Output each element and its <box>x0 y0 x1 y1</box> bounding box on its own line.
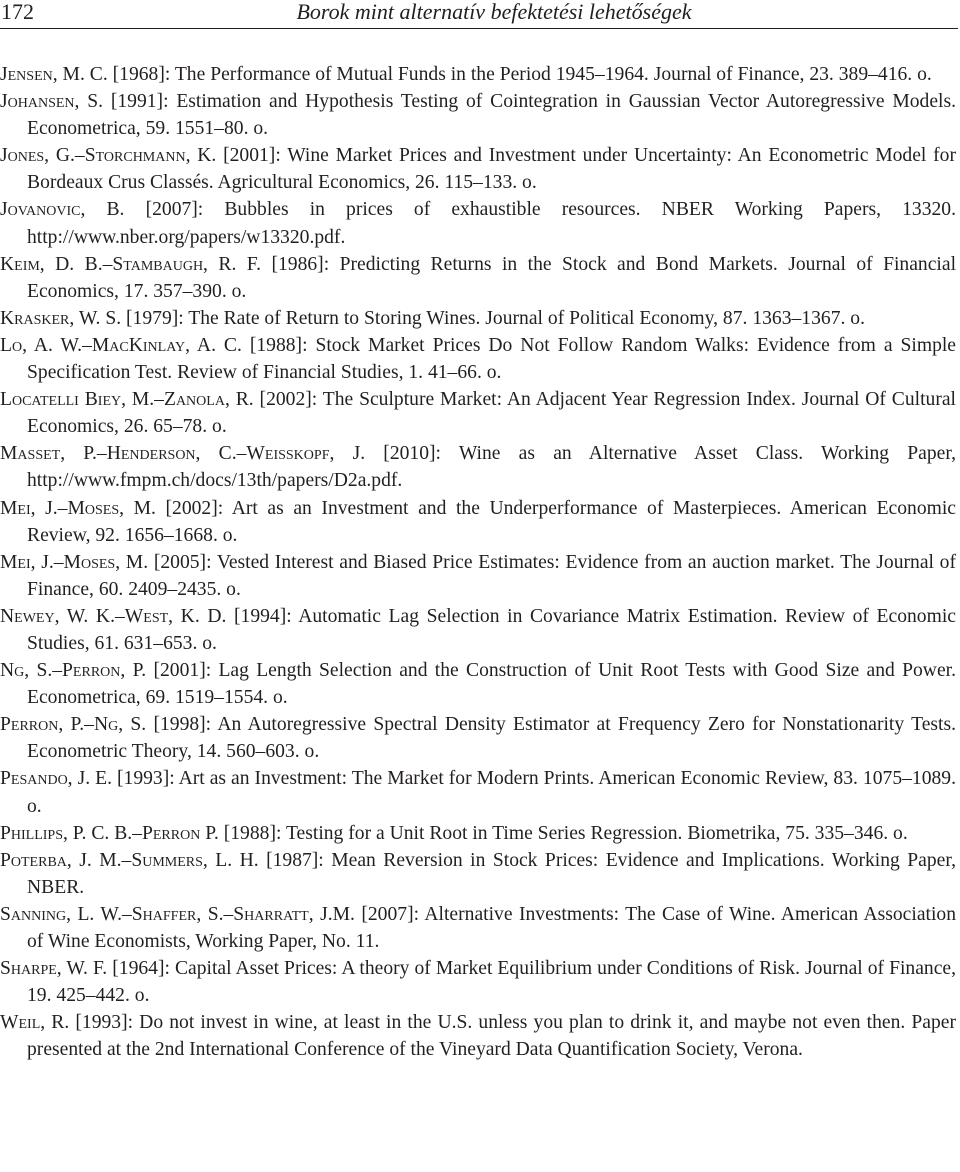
header-rule <box>0 28 958 29</box>
reference-authors: Jensen, M. C. <box>0 64 108 85</box>
running-title: Borok mint alternatív befektetési lehetőségek <box>296 0 692 24</box>
reference-list <box>0 61 956 1063</box>
reference-item <box>0 1009 956 1063</box>
reference-authors: Sanning, L. W.–Shaffer, S.–Sharratt, J.M. <box>0 903 355 925</box>
page-header <box>0 0 958 28</box>
reference-authors: Weil, R. <box>0 1012 70 1034</box>
reference-authors: Mei, J.–Moses, M. <box>0 551 149 573</box>
reference-item <box>0 305 956 332</box>
reference-details: [2007]: Alternative Investments: The Case of Wine. American Association of Wine Economists, Working Paper, No. 11. <box>27 903 956 952</box>
reference-details: [1987]: Mean Reversion in Stock Prices: Evidence and Implications. Working Paper, NBER. <box>27 849 956 898</box>
reference-authors: Jovanovic, B. <box>0 199 125 221</box>
reference-authors: Perron, P.–Ng, S. <box>0 714 147 736</box>
reference-details: [1991]: Estimation and Hypothesis Testing of Cointegration in Gaussian Vector Autoregressive Models. Econometrica, 59. 1551–80. o. <box>27 91 957 140</box>
reference-item <box>0 495 956 549</box>
reference-item <box>0 251 956 305</box>
reference-item <box>0 88 956 142</box>
reference-details: [1988]: Testing for a Unit Root in Time Series Regression. Biometrika, 75. 335–346. o. <box>218 822 908 844</box>
reference-authors: Lo, A. W.–MacKinlay, A. C. <box>0 334 242 356</box>
reference-details: [2007]: Bubbles in prices of exhaustible resources. NBER Working Papers, 13320. http://www.nber.org/papers/w13320.pdf. <box>27 199 956 248</box>
page-number: 172 <box>1 0 34 24</box>
reference-authors: Phillips, P. C. B.–Perron P. <box>0 822 219 844</box>
reference-authors: Locatelli Biey, M.–Zanola, R. <box>0 389 254 411</box>
reference-item <box>0 820 956 847</box>
reference-details: [1968]: The Performance of Mutual Funds in the Period 1945–1964. Journal of Finance, 23. 389–416. o. <box>107 64 932 85</box>
reference-details: [1998]: An Autoregressive Spectral Density Estimator at Frequency Zero for Nonstationarity Tests. Econometric Theory, 14. 560–603. o. <box>27 714 956 763</box>
reference-item <box>0 603 956 657</box>
reference-item <box>0 955 956 1009</box>
reference-details: [2001]: Lag Length Selection and the Construction of Unit Root Tests with Good Size and Power. Econometrica, 69. 1519–1554. o. <box>27 660 956 709</box>
reference-details: [2010]: Wine as an Alternative Asset Class. Working Paper, http://www.fmpm.ch/docs/13th/papers/D2a.pdf. <box>27 443 956 492</box>
reference-details: [1993]: Do not invest in wine, at least in the U.S. unless you plan to drink it, and maybe not even then. Paper presented at the 2nd International Conference of the Vineyard Data Quantification Society, Verona. <box>27 1012 956 1061</box>
reference-authors: Krasker, W. S. <box>0 307 122 329</box>
reference-authors: Johansen, S. <box>0 91 104 113</box>
reference-item <box>0 196 956 250</box>
reference-item <box>0 61 956 88</box>
reference-item <box>0 657 956 711</box>
reference-item <box>0 142 956 196</box>
reference-details: [1994]: Automatic Lag Selection in Covariance Matrix Estimation. Review of Economic Studies, 61. 631–653. o. <box>27 605 956 654</box>
reference-details: [1986]: Predicting Returns in the Stock and Bond Markets. Journal of Financial Economics, 17. 357–390. o. <box>27 253 957 302</box>
reference-details: [2002]: Art as an Investment and the Underperformance of Masterpieces. American Economic Review, 92. 1656–1668. o. <box>27 497 957 546</box>
reference-details: [1964]: Capital Asset Prices: A theory of Market Equilibrium under Conditions of Risk. Journal of Finance, 19. 425–442. o. <box>27 958 956 1007</box>
reference-details: [1988]: Stock Market Prices Do Not Follow Random Walks: Evidence from a Simple Specification Test. Review of Financial Studies, 1. 41–66. o. <box>27 334 957 384</box>
reference-details: [1993]: Art as an Investment: The Market for Modern Prints. American Economic Review, 83. 1075–1089. o. <box>27 768 956 817</box>
reference-authors: Ng, S.–Perron, P. <box>0 660 147 682</box>
reference-authors: Mei, J.–Moses, M. <box>0 497 156 519</box>
reference-authors: Pesando, J. E. <box>0 768 112 790</box>
reference-authors: Masset, P.–Henderson, C.–Weisskopf, J. <box>0 443 366 465</box>
reference-details: [2005]: Vested Interest and Biased Price Estimates: Evidence from an auction market. The Journal of Finance, 60. 2409–2435. o. <box>27 551 957 600</box>
reference-authors: Newey, W. K.–West, K. D. <box>0 605 227 627</box>
reference-details: [2001]: Wine Market Prices and Investment under Uncertainty: An Econometric Model for Bordeaux Crus Classés. Agricultural Economics, 26. 115–133. o. <box>27 145 956 194</box>
reference-item <box>0 440 956 494</box>
reference-item <box>0 765 956 819</box>
reference-authors: Poterba, J. M.–Summers, L. H. <box>0 849 259 871</box>
reference-authors: Jones, G.–Storchmann, K. <box>0 145 217 167</box>
reference-details: [2002]: The Sculpture Market: An Adjacent Year Regression Index. Journal Of Cultural Economics, 26. 65–78. o. <box>27 389 957 438</box>
reference-item <box>0 332 956 386</box>
reference-item <box>0 901 956 955</box>
reference-item <box>0 847 956 901</box>
reference-details: [1979]: The Rate of Return to Storing Wines. Journal of Political Economy, 87. 1363–1367. o. <box>121 307 865 329</box>
reference-item <box>0 711 956 765</box>
reference-item <box>0 386 956 440</box>
reference-authors: Keim, D. B.–Stambaugh, R. F. <box>0 253 262 275</box>
reference-item <box>0 549 956 603</box>
reference-authors: Sharpe, W. F. <box>0 958 108 980</box>
